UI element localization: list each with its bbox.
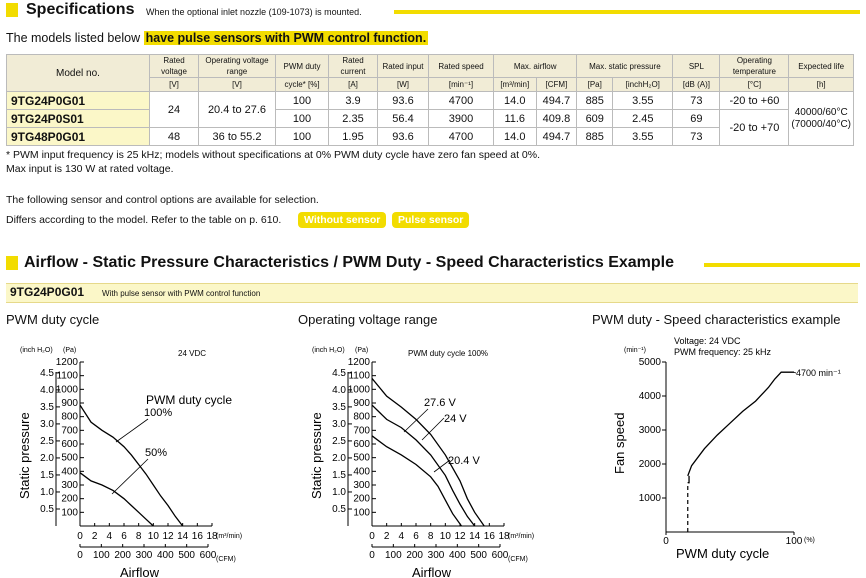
chart1-x-tick-label: 10 [147, 531, 159, 542]
unit-op-voltage: [V] [199, 78, 276, 92]
cell-life-line1: 40000/60°C [794, 106, 848, 118]
note-refer-table: Differs according to the model. Refer to the table on p. 610. [6, 214, 282, 226]
chart1-pointer-100 [116, 419, 148, 442]
col-input: Rated input [378, 55, 429, 78]
chart1-y-tick-label: 1100 [56, 370, 78, 382]
chart1-annotation: 24 VDC [178, 349, 207, 358]
chart1-x-tick-label: 14 [177, 531, 189, 542]
cell-rated-voltage: 48 [150, 128, 199, 146]
chart2-x2-tick-label: 0 [369, 550, 375, 561]
chart1-x-tick-label: 8 [135, 531, 142, 542]
chart1-series-1 [80, 473, 153, 526]
col-current: Rated current [329, 55, 378, 78]
chart1-y-tick-label: 100 [61, 507, 78, 519]
col-model: Model no. [7, 55, 150, 92]
cell-pwm: 100 [276, 128, 329, 146]
unit-pressure-pa: [Pa] [577, 78, 613, 92]
chart1-x2-tick-label: 300 [135, 550, 153, 561]
chart1-y-tick-label: 300 [61, 480, 78, 491]
spec-lead [6, 31, 428, 45]
chart1-x2-tick-label: 500 [178, 550, 196, 561]
cell-spl: 69 [673, 110, 720, 128]
col-speed: Rated speed [429, 55, 494, 78]
chart2-y2-tick-label: 3.0 [332, 418, 346, 430]
cell-airflow-m3: 14.0 [494, 128, 537, 146]
chart1-ylabel: Static pressure [17, 412, 32, 499]
chart1-x-tick-label: 16 [191, 531, 203, 542]
chart1-y-tick-label: 800 [61, 411, 78, 423]
chart2-y-tick-label: 900 [353, 398, 370, 409]
chart2-x-unit: (m³/min) [508, 533, 535, 540]
cell-airflow-m3: 14.0 [494, 92, 537, 110]
chart2-y2-tick-label: 4.0 [332, 384, 346, 396]
chart1-svg [0, 334, 290, 578]
col-temp: Operating temperature [720, 55, 789, 78]
col-spl: SPL [673, 55, 720, 78]
chart2-y2-tick-label: 1.5 [332, 469, 346, 481]
chart1-y-tick-label: 900 [61, 398, 78, 409]
col-life: Expected life [789, 55, 854, 78]
cell-pressure-in: 3.55 [613, 128, 673, 146]
chart2-x-tick-label: 12 [454, 531, 466, 542]
chart2-axes [332, 357, 510, 561]
chart1-y2-unit: (inch H₂O) [20, 347, 53, 354]
chart3-y-unit: (min⁻¹) [624, 347, 646, 354]
cell-input: 56.4 [378, 110, 429, 128]
chart1-y2-tick-label: 2.0 [40, 452, 54, 464]
col-pwm: PWM duty [276, 55, 329, 78]
chart2-annotation: PWM duty cycle 100% [408, 349, 489, 358]
chart2-y2-tick-label: 2.5 [332, 435, 346, 447]
cell-op-voltage: 36 to 55.2 [199, 128, 276, 146]
chart3-annotation1: Voltage: 24 VDC [674, 336, 741, 346]
cell-input: 93.6 [378, 92, 429, 110]
cell-pressure-pa: 885 [577, 92, 613, 110]
chart2-x2-tick-label: 300 [427, 550, 445, 561]
chart2-y2-unit: (inch H₂O) [312, 347, 345, 354]
airflow-title: Airflow - Static Pressure Characteristics / PWM Duty - Speed Characteristics Example [24, 254, 674, 271]
col-op-voltage: Operating voltage range [199, 55, 276, 78]
chart2-y-tick-label: 1100 [348, 370, 370, 382]
chart1-y2-tick-label: 2.5 [40, 435, 54, 447]
spec-subtitle: When the optional inlet nozzle (109-1073) is mounted. [146, 7, 362, 17]
chart1-x2-unit: (CFM) [216, 556, 236, 563]
unit-temp: [°C] [720, 78, 789, 92]
chart2-y2-tick-label: 2.0 [332, 452, 346, 464]
chart1-y-tick-label: 600 [61, 439, 78, 450]
chart3-y-tick-label: 1000 [638, 493, 661, 504]
cell-model: 9TG48P0G01 [7, 128, 150, 146]
spec-table [6, 54, 854, 146]
chart1-x-tick-label: 2 [91, 531, 98, 542]
chart2-x2-tick-label: 100 [384, 550, 402, 561]
chart3-annotation2: PWM frequency: 25 kHz [674, 347, 772, 357]
cell-model: 9TG24P0G01 [7, 92, 150, 110]
chart1-x-tick-label: 12 [162, 531, 174, 542]
chart1-x2-tick-label: 600 [199, 550, 217, 561]
chart3-x-tick-label: 0 [663, 536, 669, 547]
cell-pwm: 100 [276, 92, 329, 110]
chart1-x-tick-label: 6 [121, 531, 127, 542]
chart3-end-label: 4700 min⁻¹ [796, 368, 841, 378]
chart1-y-tick-label: 500 [61, 452, 78, 464]
chart1-y2-tick-label: 1.0 [40, 486, 54, 498]
unit-pwm: cycle* [%] [276, 78, 329, 92]
cell-spl: 73 [673, 128, 720, 146]
cell-life [789, 92, 854, 146]
cell-current: 2.35 [329, 110, 378, 128]
chart2-title: Operating voltage range [298, 312, 438, 327]
option-without-sensor: Without sensor [298, 212, 386, 228]
spec-lead-highlight: have pulse sensors with PWM control function. [145, 31, 427, 45]
chart1-y-tick-label: 200 [61, 493, 78, 505]
chart2-label-276: 27.6 V [424, 397, 456, 409]
airflow-title-rule [704, 263, 860, 267]
chart2-y-tick-label: 200 [353, 493, 370, 505]
cell-speed: 3900 [429, 110, 494, 128]
chart3-series [688, 372, 796, 532]
chart1-x2-tick-label: 400 [156, 550, 174, 561]
chart1-x-tick-label: 0 [77, 531, 83, 542]
unit-spl: [dB (A)] [673, 78, 720, 92]
cell-airflow-cfm: 409.8 [536, 110, 577, 128]
chart2-xlabel: Airflow [412, 565, 452, 578]
cell-speed: 4700 [429, 128, 494, 146]
cell-pressure-pa: 609 [577, 110, 613, 128]
chart1-y-tick-label: 700 [61, 425, 78, 437]
chart1-x-tick-label: 4 [106, 531, 113, 542]
chart2-y-tick-label: 500 [353, 452, 370, 464]
col-rated-voltage: Rated voltage [150, 55, 199, 78]
chart1-label-100: 100% [144, 407, 173, 419]
chart1-axes [40, 357, 218, 561]
unit-current: [A] [329, 78, 378, 92]
chart3-svg [584, 334, 864, 578]
chart1-series [80, 405, 183, 526]
cell-op-voltage: 20.4 to 27.6 [199, 92, 276, 128]
chart1-y2-tick-label: 1.5 [40, 469, 54, 481]
spec-title-rule [394, 10, 860, 14]
chart3-ylabel: Fan speed [612, 412, 627, 474]
cell-speed: 4700 [429, 92, 494, 110]
chart2-ylabel: Static pressure [309, 412, 324, 499]
chart1-legend-title: PWM duty cycle [146, 393, 233, 407]
chart1-y2-tick-label: 4.0 [40, 384, 54, 396]
cell-life-line2: (70000/40°C) [791, 118, 851, 130]
unit-airflow-cfm: [CFM] [536, 78, 577, 92]
option-pulse-sensor: Pulse sensor [392, 212, 469, 228]
chart1-y2-tick-label: 3.0 [40, 418, 54, 430]
chart1-pointer-50 [112, 459, 148, 494]
col-pressure: Max. static pressure [577, 55, 673, 78]
chart3-y-tick-label: 4000 [638, 391, 661, 402]
cell-airflow-m3: 11.6 [494, 110, 537, 128]
chart2-label-24: 24 V [444, 413, 467, 425]
chart3-title: PWM duty - Speed characteristics example [592, 312, 841, 327]
chart2-y-tick-label: 1200 [347, 357, 370, 368]
cell-input: 93.6 [378, 128, 429, 146]
chart1-x-unit: (m³/min) [216, 533, 243, 540]
chart3-speed-line [688, 372, 794, 476]
chart3-y-tick-label: 2000 [638, 459, 661, 470]
cell-model: 9TG24P0S01 [7, 110, 150, 128]
chart2-x-tick-label: 18 [498, 531, 510, 542]
cell-pressure-pa: 885 [577, 128, 613, 146]
unit-rated-voltage: [V] [150, 78, 199, 92]
chart2-y-tick-label: 800 [353, 411, 370, 423]
chart2-x2-tick-label: 600 [491, 550, 509, 561]
note-pwm-frequency: * PWM input frequency is 25 kHz; models without specifications at 0% PWM duty cycle have zero fan speed at 0%. [6, 149, 540, 161]
chart1-series-0 [80, 405, 183, 526]
chart2-x-tick-label: 4 [398, 531, 405, 542]
chart1-label-50: 50% [145, 447, 168, 459]
col-airflow: Max. airflow [494, 55, 577, 78]
chart2-label-204: 20.4 V [448, 455, 480, 467]
chart2-y2-tick-label: 0.5 [332, 503, 346, 515]
chart3-y-tick-label: 5000 [638, 357, 661, 368]
table-row [7, 110, 854, 128]
chart2-x-tick-label: 8 [427, 531, 434, 542]
chart1-xlabel: Airflow [120, 565, 160, 578]
cell-pwm: 100 [276, 110, 329, 128]
airflow-title-marker [6, 256, 18, 270]
chart1-y-tick-label: 1000 [55, 384, 78, 396]
chart1-y2-tick-label: 0.5 [40, 503, 54, 515]
unit-life: [h] [789, 78, 854, 92]
chart2-x2-tick-label: 500 [470, 550, 488, 561]
unit-input: [W] [378, 78, 429, 92]
cell-spl: 73 [673, 92, 720, 110]
chart2-y2-tick-label: 3.5 [332, 401, 346, 413]
chart2-y-tick-label: 700 [353, 425, 370, 437]
chart3-y-tick-label: 3000 [638, 425, 661, 436]
chart2-y-tick-label: 300 [353, 480, 370, 491]
note-options: The following sensor and control options are available for selection. [6, 194, 319, 206]
cell-current: 1.95 [329, 128, 378, 146]
chart2-x-tick-label: 16 [483, 531, 495, 542]
chart1-y-tick-label: 400 [61, 466, 78, 478]
chart2-y-tick-label: 400 [353, 466, 370, 478]
chart-model: 9TG24P0G01 [10, 285, 85, 299]
cell-current: 3.9 [329, 92, 378, 110]
chart2-y2-tick-label: 4.5 [332, 367, 346, 379]
chart2-x-tick-label: 10 [439, 531, 451, 542]
note-max-input: Max input is 130 W at rated voltage. [6, 163, 174, 175]
chart3-x-unit: (%) [804, 537, 815, 544]
chart2-y-unit: (Pa) [355, 347, 369, 354]
chart1-y2-tick-label: 3.5 [40, 401, 54, 413]
cell-temp: -20 to +60 [720, 92, 789, 110]
chart2-x2-unit: (CFM) [508, 556, 528, 563]
chart2-x2-tick-label: 200 [406, 550, 424, 561]
spec-lead-text: The models listed below [6, 31, 144, 45]
table-row [7, 92, 854, 110]
chart3-axes [639, 357, 803, 547]
chart-model-desc: With pulse sensor with PWM control function [102, 289, 261, 298]
chart2-y-tick-label: 600 [353, 439, 370, 450]
chart1-y-tick-label: 1200 [55, 357, 78, 368]
chart2-x-tick-label: 6 [413, 531, 419, 542]
chart1-x2-tick-label: 200 [114, 550, 132, 561]
chart1-y2-tick-label: 4.5 [40, 367, 54, 379]
chart3-step-line [688, 476, 689, 483]
cell-pressure-in: 3.55 [613, 92, 673, 110]
chart2-svg [292, 334, 582, 578]
chart2-y-tick-label: 1000 [347, 384, 370, 396]
unit-speed: [min⁻¹] [429, 78, 494, 92]
chart1-y-unit: (Pa) [63, 347, 77, 354]
unit-airflow-m3: [m³/min] [494, 78, 537, 92]
cell-airflow-cfm: 494.7 [536, 92, 577, 110]
chart2-x-tick-label: 0 [369, 531, 375, 542]
cell-airflow-cfm: 494.7 [536, 128, 577, 146]
cell-pressure-in: 2.45 [613, 110, 673, 128]
spec-title-marker [6, 3, 18, 17]
unit-pressure-in: [inchH₂O] [613, 78, 673, 92]
chart1-x2-tick-label: 100 [92, 550, 110, 561]
chart2-x-tick-label: 14 [469, 531, 481, 542]
chart1-title: PWM duty cycle [6, 312, 100, 327]
chart3-x-tick-label: 100 [785, 536, 803, 547]
chart2-y2-tick-label: 1.0 [332, 486, 346, 498]
cell-rated-voltage: 24 [150, 92, 199, 128]
cell-temp: -20 to +70 [720, 110, 789, 146]
chart1-x-tick-label: 18 [206, 531, 218, 542]
chart2-y-tick-label: 100 [353, 507, 370, 519]
chart2-x-tick-label: 2 [383, 531, 390, 542]
chart2-x2-tick-label: 400 [448, 550, 466, 561]
chart1-x2-tick-label: 0 [77, 550, 83, 561]
spec-title: Specifications [26, 1, 135, 18]
chart3-xlabel: PWM duty cycle [676, 546, 770, 561]
